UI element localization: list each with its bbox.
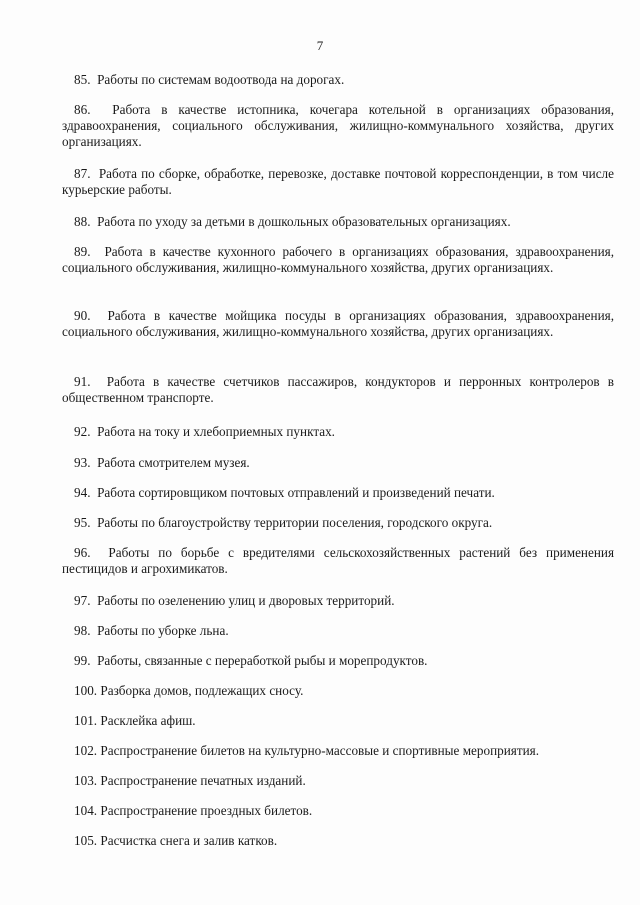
item-text: Работы по уборке льна. [97, 623, 229, 638]
list-item [62, 743, 614, 759]
item-text: Работа в качестве истопника, кочегара котельной в организациях образования, здравоохранения, социального обслуживания, жилищно-коммунального хозяйства, других организациях. [62, 102, 614, 149]
list-item [62, 455, 614, 471]
list-item [62, 833, 614, 849]
item-number: 94. [74, 485, 91, 500]
item-text: Работа на току и хлебоприемных пунктах. [97, 424, 335, 439]
item-text: Разборка домов, подлежащих сносу. [100, 683, 304, 698]
item-number: 85. [74, 72, 91, 87]
list-item [62, 244, 614, 276]
list-item [62, 623, 614, 639]
item-text: Работы по борьбе с вредителями сельскохозяйственных растений без применения пестицидов и агрохимикатов. [62, 545, 615, 576]
item-text: Работа сортировщиком почтовых отправлений и произведений печати. [97, 485, 495, 500]
item-text: Работа в качестве кухонного рабочего в организациях образования, здравоохранения, социального обслуживания, жилищно-коммунального хозяйства, других организациях. [62, 244, 614, 275]
item-number: 97. [74, 593, 91, 608]
item-text: Работа по сборке, обработке, перевозке, доставке почтовой корреспонденции, в том числе курьерские работы. [62, 166, 614, 197]
list-item [62, 166, 614, 198]
item-text: Работа по уходу за детьми в дошкольных образовательных организациях. [97, 214, 511, 229]
item-number: 92. [74, 424, 91, 439]
item-number: 99. [74, 653, 91, 668]
item-text: Работа в качестве мойщика посуды в организациях образования, здравоохранения, социального обслуживания, жилищно-коммунального хозяйства, других организациях. [62, 308, 614, 339]
item-text: Работы по озеленению улиц и дворовых территорий. [97, 593, 395, 608]
list-item [62, 593, 614, 609]
item-text: Распространение билетов на культурно-массовые и спортивные мероприятия. [100, 743, 540, 758]
list-item [62, 803, 614, 819]
item-number: 91. [74, 374, 91, 389]
item-number: 89. [74, 244, 91, 259]
item-number: 95. [74, 515, 91, 530]
list-item [62, 773, 614, 789]
item-text: Работы по системам водоотвода на дорогах. [97, 72, 345, 87]
item-number: 86. [74, 102, 91, 117]
item-text: Распространение проездных билетов. [100, 803, 313, 818]
list-item [62, 683, 614, 699]
item-number: 93. [74, 455, 91, 470]
item-number: 102. [74, 743, 98, 758]
list-item [62, 485, 614, 501]
list-item [62, 713, 614, 729]
list-item [62, 72, 614, 88]
list-item [62, 424, 614, 440]
item-text: Работа смотрителем музея. [97, 455, 250, 470]
list-item [62, 545, 614, 577]
list-item [62, 214, 614, 230]
list-item [62, 308, 614, 340]
item-number: 88. [74, 214, 91, 229]
list-item [62, 653, 614, 669]
item-text: Расчистка снега и залив катков. [100, 833, 278, 848]
page-number: 7 [316, 38, 324, 53]
list-item [62, 515, 614, 531]
item-number: 87. [74, 166, 91, 181]
list-item [62, 102, 614, 150]
item-number: 105. [74, 833, 98, 848]
item-number: 100. [74, 683, 98, 698]
item-number: 103. [74, 773, 98, 788]
item-number: 104. [74, 803, 98, 818]
item-text: Работы по благоустройству территории поселения, городского округа. [97, 515, 493, 530]
item-text: Работы, связанные с переработкой рыбы и морепродуктов. [97, 653, 428, 668]
item-text: Расклейка афиш. [100, 713, 196, 728]
item-text: Распространение печатных изданий. [100, 773, 306, 788]
item-text: Работа в качестве счетчиков пассажиров, кондукторов и перронных контролеров в общественном транспорте. [62, 374, 615, 405]
item-number: 96. [74, 545, 91, 560]
item-number: 101. [74, 713, 98, 728]
list-item [62, 374, 614, 406]
item-number: 98. [74, 623, 91, 638]
item-number: 90. [74, 308, 91, 323]
